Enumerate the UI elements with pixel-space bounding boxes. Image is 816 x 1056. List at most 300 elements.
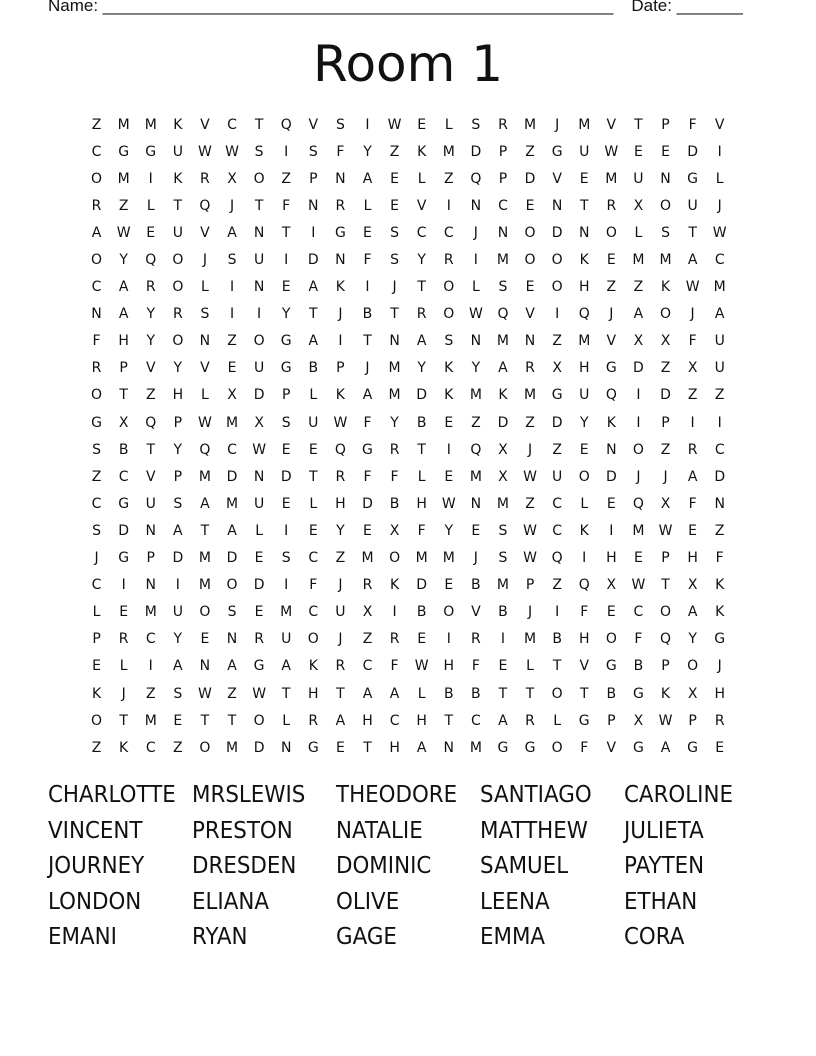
grid-letter: O	[687, 658, 699, 675]
grid-letter: O	[91, 387, 103, 404]
grid-letter: K	[660, 279, 671, 296]
grid-letter: I	[338, 333, 343, 350]
grid-letter: F	[688, 495, 697, 512]
grid-letter: X	[498, 468, 508, 485]
grid-letter: G	[118, 143, 130, 160]
grid-letter: J	[527, 604, 533, 621]
grid-letter: I	[717, 414, 722, 431]
grid-letter: Q	[497, 306, 509, 323]
grid-letter: A	[227, 224, 237, 241]
grid-letter: G	[280, 333, 292, 350]
grid-letter: L	[417, 468, 426, 485]
grid-letter: Y	[688, 631, 697, 648]
grid-letter: L	[634, 224, 643, 241]
word-bank-item: GAGE	[336, 924, 397, 950]
grid-letter: D	[551, 224, 563, 241]
grid-letter: E	[281, 441, 291, 458]
grid-letter: Z	[714, 387, 725, 404]
word-bank-item: DRESDEN	[192, 853, 297, 879]
grid-letter: J	[527, 441, 533, 458]
grid-letter: Q	[551, 550, 563, 567]
grid-letter: Q	[280, 116, 292, 133]
grid-letter: B	[118, 441, 129, 458]
grid-letter: E	[254, 550, 264, 567]
grid-letter: T	[173, 197, 183, 214]
word-bank-item: JULIETA	[624, 817, 704, 844]
grid-letter: T	[281, 685, 291, 702]
grid-letter: M	[117, 116, 130, 133]
grid-letter: Q	[334, 441, 346, 458]
grid-letter: J	[717, 197, 722, 214]
grid-letter: N	[389, 333, 400, 350]
grid-letter: O	[443, 306, 455, 323]
word-bank-item: MATTHEW	[480, 817, 588, 844]
grid-letter: Z	[552, 333, 562, 350]
grid-letter: E	[579, 441, 589, 458]
grid-letter: Y	[417, 360, 426, 377]
grid-letter: C	[552, 522, 563, 539]
grid-letter: W	[468, 306, 483, 323]
word-bank-item: EMANI	[48, 924, 117, 950]
grid-letter: F	[309, 577, 318, 594]
grid-letter: R	[498, 116, 508, 133]
grid-letter: E	[444, 577, 454, 594]
grid-letter: H	[443, 658, 455, 675]
grid-letter: T	[227, 712, 237, 729]
grid-letter: Z	[281, 170, 291, 187]
grid-letter: H	[606, 550, 617, 567]
grid-letter: I	[121, 577, 126, 594]
grid-letter: G	[632, 739, 644, 756]
grid-letter: P	[146, 550, 155, 567]
grid-letter: K	[498, 387, 508, 404]
grid-letter: J	[202, 252, 207, 269]
grid-letter: M	[144, 116, 157, 133]
grid-letter: K	[579, 252, 589, 269]
grid-letter: R	[118, 631, 129, 648]
grid-letter: G	[362, 441, 373, 458]
grid-letter: P	[92, 631, 101, 648]
grid-letter: G	[497, 739, 509, 756]
grid-letter: U	[579, 143, 590, 160]
grid-letter: A	[660, 739, 671, 756]
grid-letter: Z	[687, 387, 698, 404]
grid-letter: M	[225, 495, 239, 512]
grid-letter: O	[660, 306, 672, 323]
grid-letter: A	[227, 522, 237, 539]
grid-letter: G	[687, 739, 699, 756]
grid-letter: D	[226, 468, 238, 485]
grid-letter: N	[660, 170, 671, 187]
grid-letter: I	[446, 631, 451, 648]
grid-letter: E	[606, 252, 616, 269]
grid-letter: T	[281, 224, 291, 241]
grid-letter: R	[335, 197, 346, 214]
grid-letter: U	[579, 387, 590, 404]
grid-letter: S	[471, 116, 481, 133]
grid-letter: X	[687, 577, 698, 594]
grid-letter: N	[199, 658, 211, 675]
grid-letter: C	[227, 116, 237, 133]
grid-letter: I	[609, 522, 614, 539]
grid-letter: T	[119, 387, 128, 404]
grid-letter: E	[715, 739, 725, 756]
grid-letter: D	[172, 550, 184, 567]
grid-letter: E	[390, 170, 399, 187]
grid-letter: M	[388, 360, 401, 377]
grid-letter: I	[229, 279, 235, 296]
grid-letter: H	[362, 712, 373, 729]
grid-letter: P	[336, 360, 345, 377]
grid-letter: A	[389, 685, 400, 702]
grid-letter: V	[606, 333, 617, 350]
grid-letter: J	[663, 468, 668, 485]
grid-letter: I	[148, 170, 153, 187]
word-bank-item: SANTIAGO	[480, 782, 592, 808]
grid-letter: C	[91, 279, 102, 296]
grid-letter: Z	[91, 468, 102, 485]
grid-letter: X	[633, 197, 644, 214]
grid-letter: J	[338, 577, 343, 594]
grid-letter: T	[254, 116, 264, 133]
grid-letter: P	[173, 414, 183, 431]
word-bank-item: SAMUEL	[480, 853, 569, 879]
grid-letter: T	[579, 197, 589, 214]
grid-letter: H	[416, 712, 427, 729]
grid-letter: S	[335, 116, 345, 133]
grid-letter: D	[253, 577, 265, 594]
grid-letter: P	[498, 143, 508, 160]
grid-letter: M	[144, 712, 157, 729]
grid-letter: R	[714, 712, 725, 729]
grid-letter: R	[335, 658, 346, 675]
grid-letter: Z	[525, 143, 535, 160]
grid-letter: O	[605, 631, 617, 648]
grid-letter: W	[333, 414, 348, 431]
word-bank-item: VINCENT	[48, 817, 143, 844]
grid-letter: E	[633, 550, 643, 567]
grid-letter: C	[416, 224, 427, 241]
grid-letter: S	[281, 550, 291, 567]
grid-letter: P	[661, 550, 670, 567]
grid-letter: E	[525, 279, 535, 296]
grid-letter: Z	[389, 143, 400, 160]
grid-letter: M	[496, 577, 509, 594]
grid-letter: O	[91, 712, 103, 729]
grid-letter: A	[416, 739, 427, 756]
grid-letter: W	[658, 522, 673, 539]
grid-letter: Y	[444, 522, 454, 539]
grid-letter: G	[605, 360, 617, 377]
grid-letter: H	[687, 550, 698, 567]
grid-letter: W	[441, 495, 456, 512]
grid-letter: Z	[227, 333, 237, 350]
grid-letter: V	[714, 116, 725, 133]
grid-letter: V	[200, 360, 210, 377]
grid-letter: Z	[552, 577, 562, 594]
grid-letter: N	[470, 333, 482, 350]
grid-letter: E	[281, 279, 291, 296]
grid-letter: N	[253, 468, 265, 485]
grid-letter: N	[91, 306, 102, 323]
grid-letter: N	[226, 631, 238, 648]
grid-letter: O	[91, 252, 103, 269]
grid-letter: K	[335, 387, 345, 404]
grid-letter: O	[660, 197, 672, 214]
grid-letter: N	[280, 739, 292, 756]
grid-letter: K	[389, 577, 400, 594]
grid-letter: B	[416, 414, 427, 431]
grid-letter: O	[632, 441, 644, 458]
grid-letter: I	[555, 604, 560, 621]
grid-letter: O	[443, 279, 455, 296]
grid-letter: M	[442, 550, 455, 567]
grid-letter: L	[201, 387, 209, 404]
grid-letter: G	[145, 143, 157, 160]
grid-letter: I	[636, 414, 641, 431]
grid-letter: S	[390, 224, 400, 241]
grid-letter: A	[362, 170, 373, 187]
grid-letter: R	[91, 197, 102, 214]
grid-letter: J	[121, 685, 126, 702]
grid-letter: C	[714, 252, 725, 269]
grid-letter: K	[579, 522, 589, 539]
grid-letter: B	[471, 685, 481, 702]
grid-letter: N	[145, 522, 156, 539]
grid-letter: K	[660, 685, 671, 702]
word-bank-item: LEENA	[480, 888, 550, 915]
grid-letter: A	[714, 306, 725, 323]
grid-letter: V	[606, 116, 617, 133]
grid-letter: E	[688, 522, 698, 539]
grid-letter: C	[91, 495, 102, 512]
grid-letter: P	[173, 468, 183, 485]
grid-letter: F	[688, 116, 697, 133]
word-bank-item: JOURNEY	[48, 853, 145, 879]
grid-letter: A	[362, 685, 373, 702]
grid-letter: O	[172, 252, 184, 269]
grid-letter: I	[717, 143, 722, 160]
grid-letter: Z	[145, 387, 156, 404]
grid-letter: M	[524, 387, 537, 404]
grid-letter: S	[227, 252, 237, 269]
grid-letter: D	[524, 170, 536, 187]
grid-letter: T	[417, 279, 426, 296]
grid-letter: Y	[417, 252, 426, 269]
grid-letter: E	[173, 712, 183, 729]
grid-letter: S	[390, 252, 400, 269]
grid-letter: J	[365, 360, 370, 377]
grid-letter: E	[444, 414, 454, 431]
grid-letter: V	[145, 468, 156, 485]
grid-letter: Y	[390, 414, 399, 431]
grid-letter: I	[636, 387, 641, 404]
grid-letter: M	[469, 468, 482, 485]
grid-letter: W	[523, 550, 537, 567]
grid-letter: D	[307, 252, 319, 269]
grid-letter: Q	[470, 170, 482, 187]
grid-letter: N	[335, 170, 346, 187]
grid-letter: D	[497, 414, 509, 431]
grid-letter: I	[284, 252, 289, 269]
grid-letter: Q	[145, 252, 157, 269]
grid-letter: E	[308, 522, 318, 539]
grid-letter: T	[336, 685, 345, 702]
grid-letter: O	[199, 739, 211, 756]
grid-letter: R	[200, 170, 210, 187]
grid-letter: T	[661, 577, 670, 594]
grid-letter: L	[309, 387, 318, 404]
grid-letter: Z	[714, 522, 725, 539]
grid-letter: T	[498, 685, 508, 702]
grid-letter: O	[578, 468, 590, 485]
word-bank-item: RYAN	[192, 924, 248, 950]
grid-letter: Z	[471, 414, 481, 431]
grid-letter: N	[253, 279, 265, 296]
grid-letter: K	[173, 116, 183, 133]
grid-letter: F	[471, 658, 480, 675]
grid-letter: S	[92, 522, 101, 539]
grid-letter: M	[469, 739, 482, 756]
grid-letter: H	[714, 685, 725, 702]
grid-letter: N	[443, 739, 454, 756]
grid-letter: S	[92, 441, 101, 458]
grid-letter: M	[198, 468, 211, 485]
grid-letter: Z	[525, 414, 535, 431]
grid-letter: L	[715, 170, 724, 187]
grid-letter: C	[552, 495, 563, 512]
grid-letter: D	[280, 468, 292, 485]
grid-letter: Q	[632, 495, 644, 512]
header-line	[48, 0, 743, 16]
grid-letter: C	[470, 712, 481, 729]
grid-letter: F	[688, 333, 697, 350]
grid-letter: N	[145, 577, 156, 594]
grid-letter: O	[443, 604, 455, 621]
grid-letter: E	[661, 143, 670, 160]
grid-letter: N	[551, 197, 563, 214]
grid-letter: W	[252, 685, 267, 702]
grid-letter: W	[712, 224, 727, 241]
grid-letter: C	[118, 468, 129, 485]
grid-letter: Q	[578, 306, 590, 323]
grid-letter: S	[444, 333, 454, 350]
grid-letter: N	[253, 224, 265, 241]
grid-letter: C	[91, 577, 102, 594]
grid-letter: I	[365, 116, 370, 133]
grid-letter: V	[200, 116, 210, 133]
grid-letter: G	[578, 712, 590, 729]
date-field-label: Date: _______	[631, 0, 743, 15]
grid-letter: L	[553, 712, 562, 729]
grid-letter: B	[308, 360, 319, 377]
grid-letter: N	[470, 197, 482, 214]
grid-letter: I	[473, 252, 478, 269]
grid-letter: X	[633, 712, 644, 729]
grid-letter: L	[471, 279, 480, 296]
grid-letter: E	[471, 522, 481, 539]
grid-letter: K	[119, 739, 129, 756]
grid-letter: Z	[443, 170, 454, 187]
grid-letter: F	[390, 658, 399, 675]
grid-letter: T	[363, 739, 372, 756]
grid-letter: L	[417, 170, 426, 187]
grid-letter: I	[365, 279, 370, 296]
page-title: Room 1	[312, 35, 504, 93]
grid-letter: A	[308, 279, 319, 296]
grid-letter: S	[308, 143, 318, 160]
grid-letter: I	[229, 306, 235, 323]
grid-letter: W	[523, 468, 537, 485]
grid-letter: O	[226, 577, 238, 594]
grid-letter: X	[687, 685, 698, 702]
grid-letter: O	[199, 604, 211, 621]
grid-letter: N	[199, 333, 211, 350]
grid-letter: A	[498, 360, 508, 377]
grid-letter: G	[118, 550, 130, 567]
grid-letter: Z	[173, 739, 183, 756]
grid-letter: A	[173, 522, 183, 539]
grid-letter: W	[225, 143, 239, 160]
grid-letter: L	[526, 658, 534, 675]
grid-letter: Q	[605, 387, 617, 404]
grid-letter: W	[658, 712, 673, 729]
grid-letter: K	[91, 685, 102, 702]
grid-letter: F	[336, 143, 345, 160]
grid-letter: T	[200, 522, 210, 539]
grid-letter: S	[227, 604, 237, 621]
grid-letter: P	[661, 116, 670, 133]
grid-letter: X	[606, 577, 617, 594]
grid-letter: H	[416, 495, 427, 512]
grid-letter: A	[633, 306, 644, 323]
grid-letter: M	[496, 252, 509, 269]
grid-letter: T	[309, 306, 318, 323]
grid-letter: F	[390, 468, 399, 485]
grid-letter: T	[390, 306, 399, 323]
grid-letter: O	[551, 252, 563, 269]
word-bank-item: THEODORE	[336, 782, 458, 808]
grid-letter: P	[661, 414, 670, 431]
grid-letter: O	[253, 712, 265, 729]
grid-letter: L	[580, 495, 589, 512]
grid-letter: V	[200, 224, 210, 241]
grid-letter: E	[498, 658, 508, 675]
grid-letter: O	[551, 739, 563, 756]
grid-letter: R	[525, 712, 535, 729]
grid-letter: I	[284, 577, 289, 594]
grid-letter: T	[688, 224, 697, 241]
grid-letter: Z	[118, 197, 129, 214]
grid-letter: R	[335, 468, 346, 485]
grid-letter: C	[389, 712, 400, 729]
grid-letter: X	[389, 522, 400, 539]
grid-letter: B	[362, 306, 373, 323]
grid-letter: X	[660, 333, 671, 350]
grid-letter: R	[416, 306, 427, 323]
grid-letter: M	[280, 604, 293, 621]
grid-letter: J	[94, 550, 99, 567]
grid-letter: M	[578, 116, 591, 133]
grid-letter: M	[578, 333, 591, 350]
grid-letter: F	[363, 414, 372, 431]
grid-letter: D	[226, 550, 238, 567]
grid-letter: S	[661, 224, 670, 241]
grid-letter: N	[606, 441, 617, 458]
grid-letter: Z	[91, 116, 102, 133]
grid-letter: S	[173, 685, 183, 702]
grid-letter: V	[471, 604, 481, 621]
